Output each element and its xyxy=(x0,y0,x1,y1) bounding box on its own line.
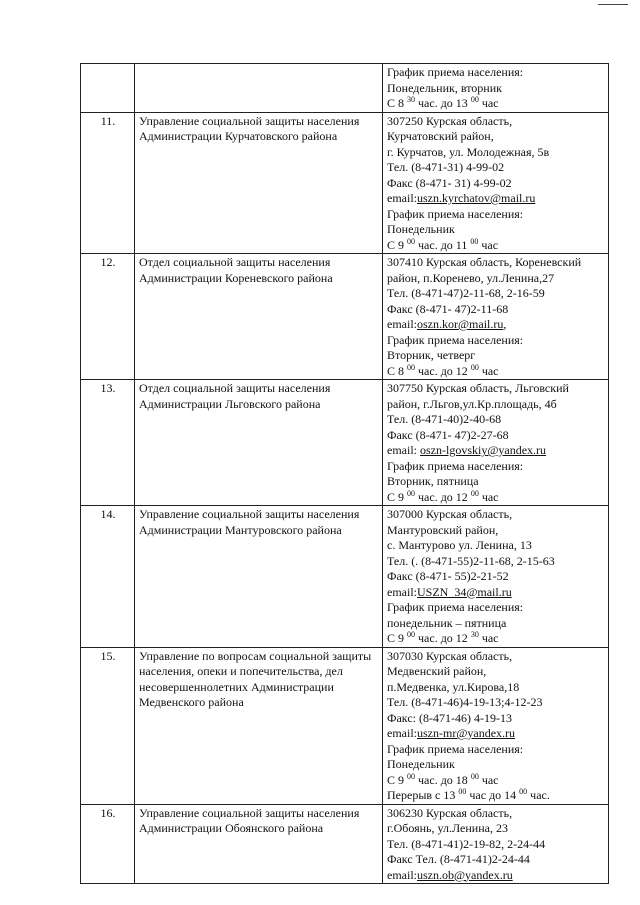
row-number: 12. xyxy=(81,254,135,380)
schedule-time xyxy=(387,238,605,254)
time-text: час. до 12 xyxy=(415,631,471,645)
schedule-label: График приема населения: xyxy=(387,206,524,221)
time-text: час. до 12 xyxy=(415,363,471,378)
address-line: 307030 Курская область, xyxy=(387,648,513,663)
minutes-superscript: 00 xyxy=(407,630,416,639)
schedule-days: понедельник – пятница xyxy=(387,615,507,630)
table-row xyxy=(81,380,609,506)
time-text: час. xyxy=(527,788,550,802)
address-line: Факс (8-471- 47)2-27-68 xyxy=(387,427,509,442)
time-text: час. до 12 xyxy=(415,489,471,504)
address-line: Медвенский район, xyxy=(387,664,487,678)
organization-name: Управление социальной защиты населения Администрации Мантуровского района xyxy=(135,506,383,648)
email-line xyxy=(387,868,605,884)
schedule-time xyxy=(387,96,605,112)
organization-name: Управление социальной защиты населения Администрации Обоянского района xyxy=(135,804,383,884)
address-line: 306230 Курская область, xyxy=(387,805,513,820)
time-text: час xyxy=(478,96,499,110)
address-line: с. Мантурово ул. Ленина, 13 xyxy=(387,538,532,552)
email-link[interactable]: USZN_34@mail.ru xyxy=(417,584,512,599)
email-prefix: email: xyxy=(387,867,417,882)
time-text: С 9 xyxy=(387,772,408,787)
row-number: 16. xyxy=(81,804,135,884)
minutes-superscript: 00 xyxy=(470,236,479,246)
table-row xyxy=(81,254,609,380)
email-line xyxy=(387,585,605,601)
address-line: г.Обоянь, ул.Ленина, 23 xyxy=(387,821,508,835)
contact-info xyxy=(383,112,609,254)
row-number: 15. xyxy=(81,647,135,804)
address-line: Тел. (8-471-47)2-11-68, 2-16-59 xyxy=(387,286,545,300)
organization-name xyxy=(135,64,383,113)
minutes-superscript: 30 xyxy=(407,95,416,104)
address-line: 307250 Курская область, xyxy=(387,113,513,128)
minutes-superscript: 00 xyxy=(458,787,467,796)
social-protection-table xyxy=(80,63,609,884)
minutes-superscript: 00 xyxy=(470,95,479,104)
address-line: Факс (8-471- 31) 4-99-02 xyxy=(387,175,512,190)
email-prefix: email: xyxy=(387,726,417,740)
schedule-time xyxy=(387,490,605,506)
time-text: час xyxy=(478,489,499,504)
table-row xyxy=(81,804,609,884)
schedule-label: График приема населения: xyxy=(387,458,524,473)
contact-info xyxy=(383,64,609,113)
email-link[interactable]: oszn.kor@mail.ru xyxy=(417,317,504,331)
minutes-superscript: 00 xyxy=(519,787,528,796)
time-text: С 8 xyxy=(387,363,408,378)
organization-name: Отдел социальной защиты населения Администрации Льговского района xyxy=(135,380,383,506)
schedule-days: Вторник, четверг xyxy=(387,348,476,362)
table-row xyxy=(81,112,609,254)
address-line: Тел. (8-471-46)4-19-13;4-12-23 xyxy=(387,695,543,709)
row-number: 13. xyxy=(81,380,135,506)
email-suffix: , xyxy=(503,317,507,331)
contact-info xyxy=(383,254,609,380)
table-row xyxy=(81,506,609,648)
schedule-time xyxy=(387,631,605,647)
address-line: Факс (8-471- 55)2-21-52 xyxy=(387,569,509,583)
email-link[interactable]: uszn.ob@yandex.ru xyxy=(417,867,513,882)
minutes-superscript: 00 xyxy=(470,488,479,498)
break-time xyxy=(387,788,605,804)
time-text: С 9 xyxy=(387,237,408,252)
time-text: час. до 13 xyxy=(415,96,471,110)
address-line: Тел. (8-471-31) 4-99-02 xyxy=(387,160,505,174)
address-line: п.Медвенка, ул.Кирова,18 xyxy=(387,679,520,694)
email-line xyxy=(387,317,605,333)
minutes-superscript: 00 xyxy=(407,362,416,372)
time-text: час. до 18 xyxy=(415,772,471,787)
contact-info xyxy=(383,647,609,804)
address-line: 307000 Курская область, xyxy=(387,507,513,521)
address-line: Тел. (. (8-471-55)2-11-68, 2-15-63 xyxy=(387,553,555,568)
email-prefix: email: xyxy=(387,443,420,457)
time-text: С 9 xyxy=(387,631,408,645)
address-line: Факс (8-471- 47)2-11-68 xyxy=(387,301,509,316)
minutes-superscript: 00 xyxy=(470,362,479,372)
schedule-days: Понедельник xyxy=(387,222,455,236)
email-prefix: email: xyxy=(387,317,417,331)
schedule-label: График приема населения: xyxy=(387,332,524,347)
table-row xyxy=(81,64,609,113)
address-line: Мантуровский район, xyxy=(387,522,499,537)
address-line: г. Курчатов, ул. Молодежная, 5в xyxy=(387,144,550,159)
time-text: С 9 xyxy=(387,489,408,504)
minutes-superscript: 00 xyxy=(407,236,416,246)
organization-name: Управление по вопросам социальной защиты населения, опеки и попечительства, дел несовершеннолетних Администрации Медвенского района xyxy=(135,647,383,804)
address-line: Тел. (8-471-41)2-19-82, 2-24-44 xyxy=(387,836,546,851)
organization-name: Отдел социальной защиты населения Администрации Кореневского района xyxy=(135,254,383,380)
minutes-superscript: 00 xyxy=(407,488,416,498)
address-line: График приема населения: xyxy=(387,65,524,79)
address-line: Курчатовский район, xyxy=(387,129,494,143)
schedule-label: График приема населения: xyxy=(387,600,524,614)
contact-info xyxy=(383,506,609,648)
email-link[interactable]: uszn-mr@yandex.ru xyxy=(417,726,516,740)
address-line: район, г.Льгов,ул.Кр.площадь, 4б xyxy=(387,396,557,411)
time-text: час до 14 xyxy=(466,788,520,802)
time-text: Перерыв с 13 xyxy=(387,788,459,802)
email-prefix: email: xyxy=(387,584,417,599)
schedule-days: Понедельник xyxy=(387,757,455,771)
top-corner-line xyxy=(598,4,628,5)
time-text: час. до 11 xyxy=(415,237,471,252)
minutes-superscript: 00 xyxy=(470,771,479,781)
time-text: час xyxy=(478,237,499,252)
email-link[interactable]: oszn-lgovskiy@yandex.ru xyxy=(420,443,547,457)
time-text: С 8 xyxy=(387,96,408,110)
minutes-superscript: 00 xyxy=(407,771,416,781)
address-line: Факс Тел. (8-471-41)2-24-44 xyxy=(387,852,530,866)
minutes-superscript: 30 xyxy=(470,630,479,639)
address-line: Факс: (8-471-46) 4-19-13 xyxy=(387,710,512,725)
address-line: 307750 Курская область, Льговский xyxy=(387,381,569,395)
schedule-time xyxy=(387,364,605,380)
address-line: 307410 Курская область, Кореневский xyxy=(387,255,582,269)
email-prefix: email: xyxy=(387,191,417,205)
email-link[interactable]: uszn.kyrchatov@mail.ru xyxy=(417,191,536,205)
time-text: час xyxy=(478,631,499,645)
schedule-label: График приема населения: xyxy=(387,741,524,756)
time-text: час xyxy=(478,772,499,787)
address-line: Тел. (8-471-40)2-40-68 xyxy=(387,412,502,426)
schedule-time xyxy=(387,773,605,789)
row-number xyxy=(81,64,135,113)
organization-name: Управление социальной защиты населения Администрации Курчатовского района xyxy=(135,112,383,254)
address-line: Понедельник, вторник xyxy=(387,80,502,95)
time-text: час xyxy=(478,363,499,378)
email-line xyxy=(387,191,605,207)
contact-info xyxy=(383,380,609,506)
schedule-days: Вторник, пятница xyxy=(387,474,479,488)
email-line xyxy=(387,443,605,459)
table-row xyxy=(81,647,609,804)
row-number: 11. xyxy=(81,112,135,254)
row-number: 14. xyxy=(81,506,135,648)
email-line xyxy=(387,726,605,742)
contact-info xyxy=(383,804,609,884)
address-line: район, п.Коренево, ул.Ленина,27 xyxy=(387,270,555,285)
